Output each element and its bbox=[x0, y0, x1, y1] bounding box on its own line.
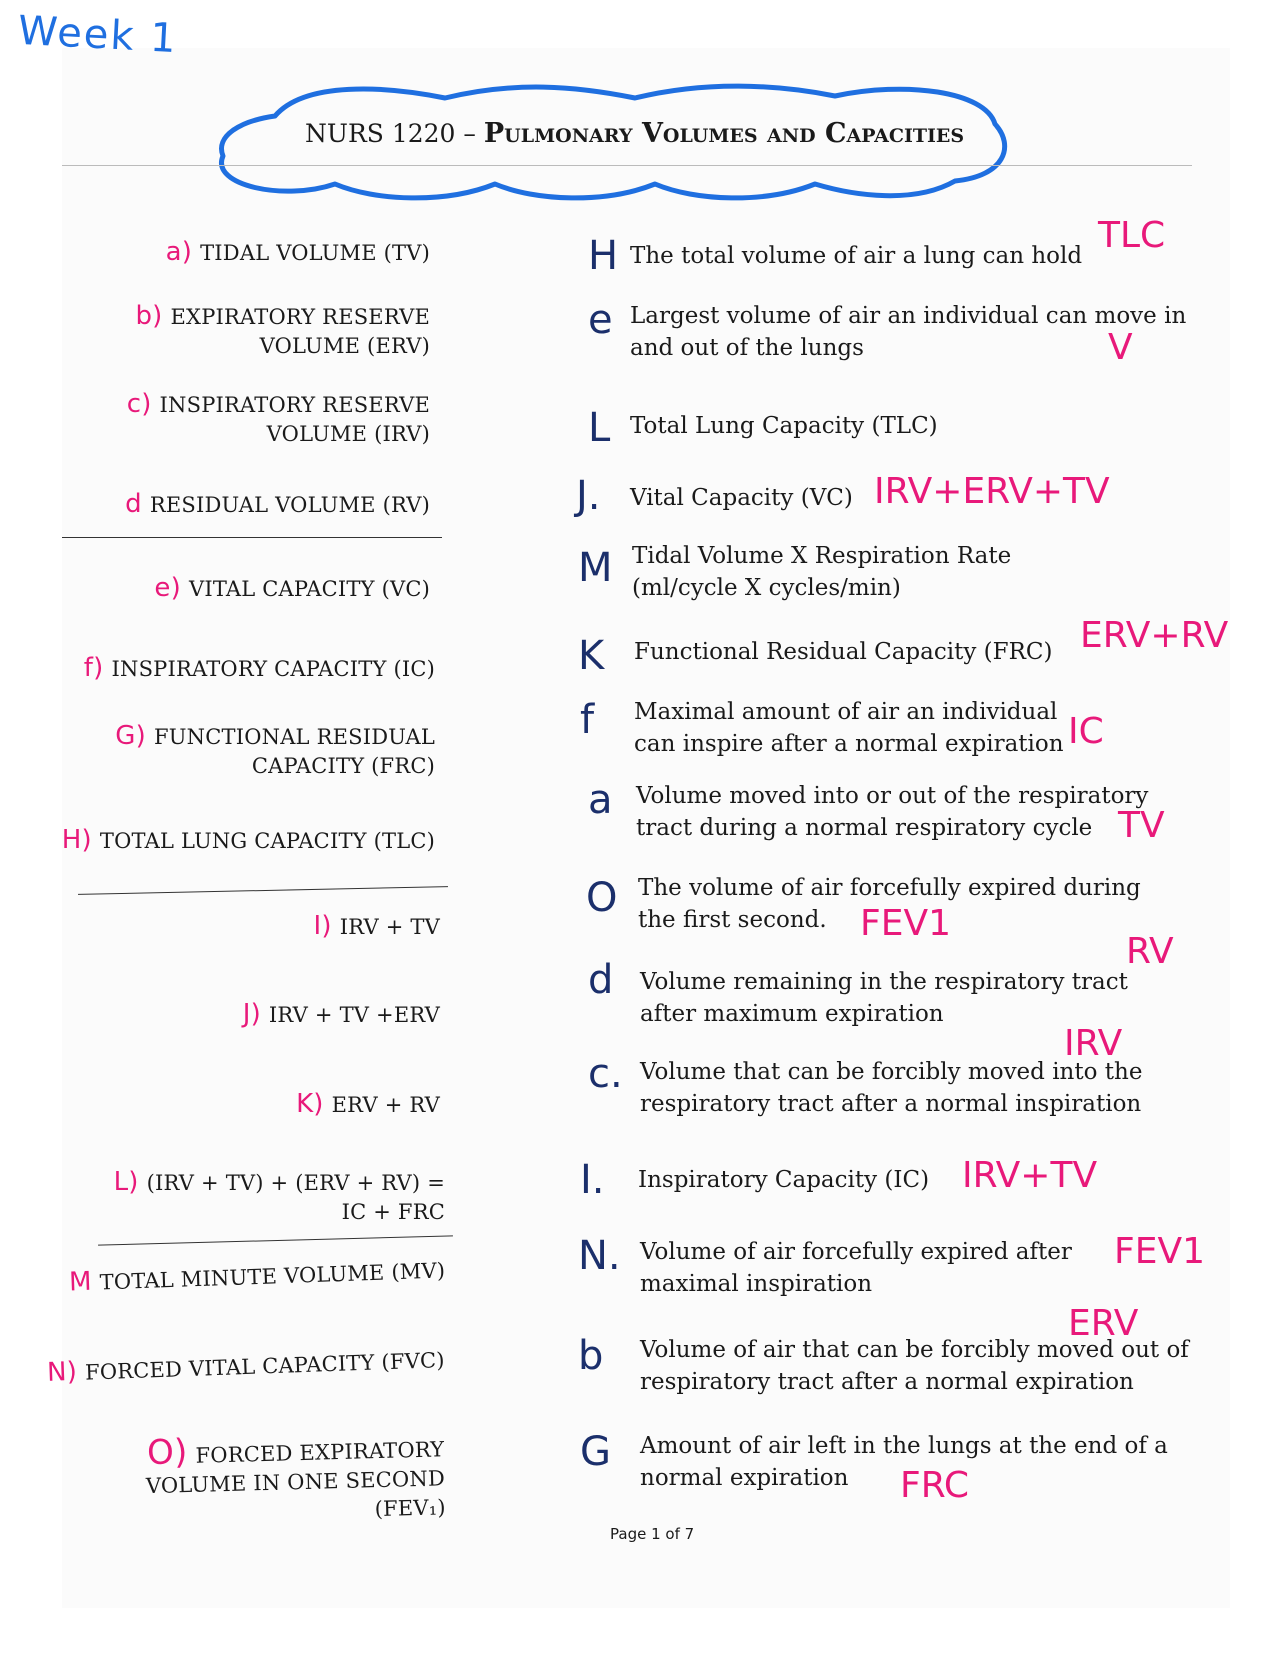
answer-mark: H bbox=[588, 233, 619, 279]
term-i: I) IRV + TV bbox=[313, 911, 440, 941]
page-number: Page 1 of 7 bbox=[610, 1525, 695, 1543]
term-g: G) FUNCTIONAL RESIDUAL CAPACITY (FRC) bbox=[115, 721, 435, 778]
handwritten-answer: IC bbox=[1068, 711, 1104, 752]
page-title: NURS 1220 – Pulmonary Volumes and Capacities bbox=[305, 118, 965, 149]
definition-1: The total volume of air a lung can hold bbox=[630, 243, 1083, 269]
handwritten-answer: FEV1 bbox=[860, 903, 951, 944]
section-rule bbox=[62, 537, 442, 538]
week-note: Week 1 bbox=[16, 7, 179, 63]
handwritten-answer: IRV+ERV+TV bbox=[874, 471, 1110, 512]
answer-mark: O bbox=[586, 875, 618, 921]
answer-mark: L bbox=[588, 405, 611, 451]
term-a: a) TIDAL VOLUME (TV) bbox=[165, 237, 430, 267]
handwritten-answer: IRV+TV bbox=[962, 1155, 1098, 1196]
handwritten-answer: FEV1 bbox=[1114, 1231, 1205, 1272]
term-n: N) FORCED VITAL CAPACITY (FVC) bbox=[46, 1348, 446, 1388]
definition-15: Amount of air left in the lungs at the end of a normal expiration bbox=[640, 1433, 1168, 1491]
term-b: b) EXPIRATORY RESERVE VOLUME (ERV) bbox=[135, 301, 430, 358]
definition-8: Volume moved into or out of the respiratory tract during a normal respiratory cycle bbox=[636, 783, 1149, 841]
definition-9: The volume of air forcefully expired during the first second. bbox=[638, 875, 1141, 933]
header-rule bbox=[62, 165, 1192, 166]
handwritten-answer: FRC bbox=[900, 1465, 970, 1506]
definition-10: Volume remaining in the respiratory tract after maximum expiration bbox=[640, 969, 1128, 1027]
definition-7: Maximal amount of air an individual can inspire after a normal expiration bbox=[634, 699, 1064, 757]
handwritten-answer: V bbox=[1108, 327, 1133, 368]
definition-3: Total Lung Capacity (TLC) bbox=[630, 413, 938, 439]
definition-11: Volume that can be forcibly moved into the respiratory tract after a normal inspiration bbox=[640, 1059, 1143, 1117]
definition-12: Inspiratory Capacity (IC) bbox=[638, 1167, 930, 1193]
answer-mark: a bbox=[588, 777, 613, 823]
answer-mark: K bbox=[578, 633, 605, 679]
definition-2: Largest volume of air an individual can move in and out of the lungs bbox=[630, 303, 1187, 361]
answer-mark: J. bbox=[576, 473, 601, 519]
handwritten-answer: ERV bbox=[1068, 1303, 1139, 1344]
answer-mark: M bbox=[578, 545, 613, 591]
term-l: L) (IRV + TV) + (ERV + RV) = IC + FRC bbox=[113, 1167, 445, 1224]
answer-mark: G bbox=[580, 1429, 611, 1475]
answer-mark: I. bbox=[580, 1157, 605, 1203]
definition-13: Volume of air forcefully expired after maximal inspiration bbox=[640, 1239, 1072, 1297]
handwritten-answer: TV bbox=[1118, 805, 1165, 846]
term-e: e) VITAL CAPACITY (VC) bbox=[154, 573, 430, 603]
answer-mark: c. bbox=[588, 1051, 623, 1097]
definition-14: Volume of air that can be forcibly moved out of respiratory tract after a normal expiration bbox=[640, 1337, 1189, 1395]
answer-mark: e bbox=[588, 297, 613, 343]
answer-mark: N. bbox=[578, 1233, 621, 1279]
definition-6: Functional Residual Capacity (FRC) bbox=[634, 639, 1053, 665]
term-c: c) INSPIRATORY RESERVE VOLUME (IRV) bbox=[126, 389, 430, 446]
handwritten-answer: IRV bbox=[1064, 1023, 1123, 1064]
answer-mark: d bbox=[588, 957, 614, 1003]
handwritten-answer: ERV+RV bbox=[1080, 615, 1229, 656]
term-k: K) ERV + RV bbox=[296, 1089, 440, 1119]
definition-5: Tidal Volume X Respiration Rate (ml/cycle X cycles/min) bbox=[632, 543, 1012, 601]
answer-mark: b bbox=[578, 1333, 604, 1379]
term-f: f) INSPIRATORY CAPACITY (IC) bbox=[83, 653, 435, 683]
term-j: J) IRV + TV +ERV bbox=[242, 999, 440, 1029]
handwritten-answer: TLC bbox=[1098, 215, 1166, 256]
answer-mark: f bbox=[580, 697, 595, 743]
term-o: O) FORCED EXPIRATORY VOLUME IN ONE SECOND (FEV₁) bbox=[145, 1432, 447, 1522]
handwritten-answer: RV bbox=[1126, 931, 1174, 972]
definition-4: Vital Capacity (VC) bbox=[630, 485, 853, 511]
term-d: d RESIDUAL VOLUME (RV) bbox=[125, 489, 430, 519]
term-m: M TOTAL MINUTE VOLUME (MV) bbox=[68, 1258, 446, 1298]
term-h: H) TOTAL LUNG CAPACITY (TLC) bbox=[61, 825, 435, 855]
